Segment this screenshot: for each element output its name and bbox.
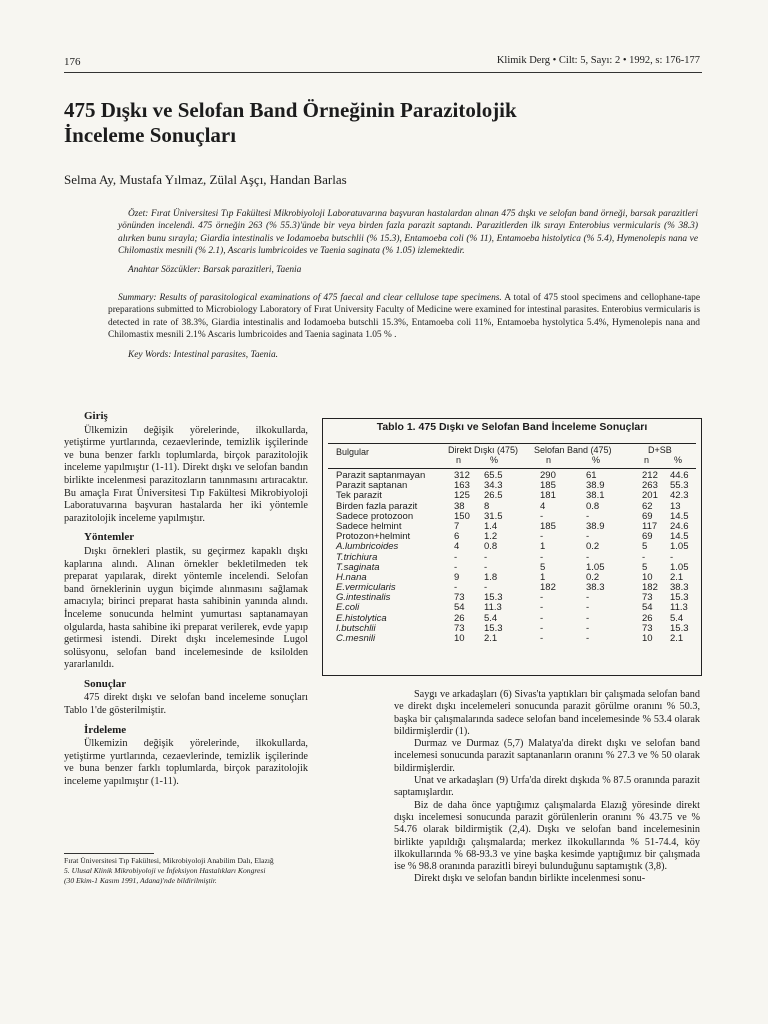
cell-n3: 263 xyxy=(642,480,658,492)
cell-n3: 69 xyxy=(642,510,653,522)
summary-text: A total of 475 stool specimens and cellophane-tape preparations submitted to Microbiology Laboratory of Fırat University Faculty of Medicine were examined for intestinal parasites. Enterobius vermicularis is detected in rate of 38.3%, Giardia intestinalis and Iodamoeba butschli 15.3%, Entamoeba coli 11%, Entamoeba hystolytica 5.4%, Hymenolepis nana and Chilomastix mesnili 2.1% Ascaris lumbricoides and Taenia saginata 1.05 % . xyxy=(108,293,700,340)
cell-p1: 1.4 xyxy=(484,520,498,532)
cell-p3: 15.3 xyxy=(670,622,689,634)
cell-p3: 1.05 xyxy=(670,541,689,553)
cell-n3: 10 xyxy=(642,571,653,583)
cell-n1: 9 xyxy=(454,571,460,583)
cell-p1: 8 xyxy=(484,500,490,512)
cell-p2: 38.1 xyxy=(586,490,605,502)
keywords-turkish: Anahtar Sözcükler: Barsak parazitleri, Taenia xyxy=(128,265,302,275)
cell-p1: 1.2 xyxy=(484,531,498,543)
paragraph: Direkt dışkı ve selofan bandın birlikte incelenmesi sonu- xyxy=(414,873,646,885)
cell-n1: 125 xyxy=(454,490,470,502)
footnote xyxy=(64,856,324,886)
section-heading-irdeleme: İrdeleme xyxy=(84,723,127,736)
table-row xyxy=(328,614,696,624)
cell-n3: 62 xyxy=(642,500,653,512)
title-line-1: 475 Dışkı ve Selofan Band Örneğinin Parazitolojik xyxy=(64,98,517,122)
paragraph: Unat ve arkadaşları (9) Urfa'da direkt dışkıda % 87.5 oranında parazit saptamışlardır. xyxy=(394,775,700,799)
cell-p2: 61 xyxy=(586,470,597,481)
cell-p3: 2.1 xyxy=(670,571,684,583)
cell-n2: - xyxy=(540,602,544,614)
table-row xyxy=(328,624,696,634)
cell-p2: - xyxy=(586,622,590,634)
cell-p1: 0.8 xyxy=(484,541,498,553)
cell-p1: 34.3 xyxy=(484,480,503,492)
paragraph: Saygı ve arkadaşları (6) Sivas'ta yaptıkları bir çalışmada selofan band ve direkt dışkı incelemeleri sonucunda parazit görülme oranını % 50.3, başka bir çalışmalarında sadece selofan band incelemesinde % 53.4 olarak bildirmişlerdir (1). xyxy=(394,689,700,737)
table-row xyxy=(328,481,696,491)
row-label: Parazit saptanan xyxy=(336,480,408,492)
cell-p2: - xyxy=(586,633,590,644)
header-n-dsb: n xyxy=(644,455,650,465)
table-row xyxy=(328,634,696,644)
cell-p2: - xyxy=(586,510,590,522)
row-label: H.nana xyxy=(336,571,367,583)
cell-n3: 117 xyxy=(642,520,658,532)
left-column xyxy=(64,410,308,795)
row-label: Sadece protozoon xyxy=(336,510,414,522)
summary-label: Summary: Results of parasitological examinations of 475 faecal and clear cellulose tape specimens. xyxy=(118,293,502,303)
cell-n1: 73 xyxy=(454,622,465,634)
cell-n1: 38 xyxy=(454,500,465,512)
paragraph: Durmaz ve Durmaz (5,7) Malatya'da direkt dışkı ve selofan band incelemesi sonucunda parazit saptananların oranını % 27.3 ve % 50 olarak bildirmişlerdir. xyxy=(394,738,700,774)
cell-p3: 11.3 xyxy=(670,602,688,614)
cell-p2: - xyxy=(586,612,590,624)
page-number: 176 xyxy=(64,56,81,68)
cell-p3: 13 xyxy=(670,500,681,512)
table-row xyxy=(328,542,696,552)
title-line-2: İnceleme Sonuçları xyxy=(64,123,237,147)
cell-p3: 1.05 xyxy=(670,561,689,573)
cell-n3: 73 xyxy=(642,622,653,634)
row-label: Tek parazit xyxy=(336,490,382,502)
section-heading-sonuclar: Sonuçlar xyxy=(84,677,127,690)
cell-p3: 38.3 xyxy=(670,582,689,594)
cell-p3: 15.3 xyxy=(670,592,689,604)
cell-n2: 4 xyxy=(540,500,546,512)
keywords-english: Key Words: Intestinal parasites, Taenia. xyxy=(128,350,279,360)
cell-p2: 38.9 xyxy=(586,480,605,492)
cell-n2: - xyxy=(540,622,544,634)
row-label: Protozon+helmint xyxy=(336,531,411,543)
cell-p1: 15.3 xyxy=(484,622,503,634)
cell-n3: 54 xyxy=(642,602,653,614)
cell-p1: - xyxy=(484,582,488,594)
row-label: C.mesnili xyxy=(336,633,376,644)
row-label: G.intestinalis xyxy=(336,592,391,604)
table-row xyxy=(328,593,696,603)
cell-p2: 0.2 xyxy=(586,571,600,583)
abstract-turkish xyxy=(118,208,698,257)
cell-p1: 15.3 xyxy=(484,592,503,604)
cell-p2: 38.3 xyxy=(586,582,605,594)
cell-p2: 38.9 xyxy=(586,520,605,532)
row-label: T.saginata xyxy=(336,561,380,573)
cell-n1: 10 xyxy=(454,633,465,644)
row-label: E.histolytica xyxy=(336,612,387,624)
cell-n2: 185 xyxy=(540,520,556,532)
header-pct-dsb: % xyxy=(674,455,683,465)
footnote-rule xyxy=(64,853,154,854)
header-bulgular: Bulgular xyxy=(336,447,370,457)
cell-p2: - xyxy=(586,592,590,604)
cell-n3: 10 xyxy=(642,633,653,644)
header-n-selofan: n xyxy=(546,455,552,465)
cell-p3: 14.5 xyxy=(670,531,689,543)
cell-p1: - xyxy=(484,551,488,563)
abstract-text: Özet: Fırat Üniversitesi Tıp Fakültesi Mikrobiyoloji Laboratuvarına başvuran hastalardan alınan 475 dışkı ve selofan band örneği, barsak parazitleri yönünden incelendi. 475 örneğin 263 (% 55.3)'ünde bir veya birden fazla parazit saptandı. Parazitlerden ilk sırayı Enterobius vermicularis (% 38.3) alırken bunu sırayla; Giardia intestinalis ve Iodamoeba butschlii (% 15.3), Entamoeba coli (% 11), Entamoeba histolytica (% 5.4), Hymenolepis nana ve Chilomastix mesnili (% 2.1), Ascaris lumbricoides ve Taenia saginata (% 1.05) izlemektedir. xyxy=(118,209,698,256)
footnote-affiliation: Fırat Üniversitesi Tıp Fakültesi, Mikrobiyoloji Anabilim Dalı, Elazığ xyxy=(64,856,274,865)
section-text-irdeleme: Ülkemizin değişik yörelerinde, ilkokullarda, yetiştirme yurtlarında, cezaevlerinde, temizlik işçilerinde ve buna benzer farklı toplumlarda, birçok parazitolojik inceleme yapılmıştır (1-11). xyxy=(64,738,308,788)
cell-n3: - xyxy=(642,551,646,563)
cell-p2: 0.2 xyxy=(586,541,600,553)
cell-n2: - xyxy=(540,551,544,563)
cell-p2: - xyxy=(586,551,590,563)
table-row xyxy=(328,553,696,563)
cell-p3: 14.5 xyxy=(670,510,689,522)
row-label: I.butschlii xyxy=(336,622,376,634)
cell-p1: 65.5 xyxy=(484,470,503,481)
cell-p2: - xyxy=(586,602,590,614)
row-label: Sadece helmint xyxy=(336,520,402,532)
cell-p1: 11.3 xyxy=(484,602,502,614)
cell-n2: - xyxy=(540,592,544,604)
header-n-direkt: n xyxy=(456,455,462,465)
cell-p3: 55.3 xyxy=(670,480,689,492)
journal-citation: Klimik Derg • Cilt: 5, Sayı: 2 • 1992, s: 176-177 xyxy=(496,55,700,66)
cell-p2: - xyxy=(586,531,590,543)
cell-n1: 163 xyxy=(454,480,470,492)
cell-n3: 69 xyxy=(642,531,653,543)
footnote-date: (30 Ekim-1 Kasım 1991, Adana)'nde bildirilmiştir. xyxy=(64,876,217,885)
row-label: E.vermicularis xyxy=(336,582,396,594)
cell-n2: - xyxy=(540,510,544,522)
section-text-yontemler: Dışkı örnekleri plastik, su geçirmez kapaklı dışkı kaplarına alındı. Alınan örnekler bekletilmeden tek preparat yapılarak, direkt yöntemle incelendi. Selofan band örneklerinin uygun biçimde alınmasını sağlamak amacıyla; birinci preparat hasta sahibinin yanında alındı. İnceleme sonucunda helmint yumurtası saptanamayan olgularda, hasta sahibine iki preparat verilerek, evde yapıp getirmesi istendi. Direkt dışkı incelemesinde Lugol solüsyonu, selofan band incelemesinde de ksilolden yararlanıldı. xyxy=(64,545,308,671)
header-rule xyxy=(64,72,702,73)
summary-english xyxy=(108,292,700,341)
row-label: Birden fazla parazit xyxy=(336,500,418,512)
header-pct-direkt: % xyxy=(490,455,499,465)
cell-n3: 5 xyxy=(642,541,648,553)
cell-p3: - xyxy=(670,551,674,563)
cell-n3: 5 xyxy=(642,561,648,573)
cell-n1: 6 xyxy=(454,531,460,543)
cell-n1: 4 xyxy=(454,541,460,553)
cell-n2: - xyxy=(540,612,544,624)
cell-p1: 26.5 xyxy=(484,490,503,502)
cell-n1: 54 xyxy=(454,602,465,614)
cell-n2: - xyxy=(540,633,544,644)
cell-n1: - xyxy=(454,551,458,563)
cell-n2: 182 xyxy=(540,582,556,594)
table-title: Tablo 1. 475 Dışkı ve Selofan Band İnceleme Sonuçları xyxy=(376,421,648,433)
header-direkt: Direkt Dışkı (475) xyxy=(448,445,519,455)
cell-n1: - xyxy=(454,561,458,573)
cell-p3: 24.6 xyxy=(670,520,689,532)
cell-p1: 31.5 xyxy=(484,510,503,522)
cell-p2: 1.05 xyxy=(586,561,605,573)
cell-n2: 5 xyxy=(540,561,546,573)
cell-n1: 312 xyxy=(454,470,470,481)
section-heading-yontemler: Yöntemler xyxy=(84,531,135,544)
cell-n1: 73 xyxy=(454,592,465,604)
cell-n1: 26 xyxy=(454,612,465,624)
cell-n2: 290 xyxy=(540,470,556,481)
cell-n2: 181 xyxy=(540,490,556,502)
cell-n3: 201 xyxy=(642,490,658,502)
section-heading-giris: Giriş xyxy=(84,410,108,422)
header-selofan: Selofan Band (475) xyxy=(534,445,612,455)
table-body xyxy=(328,471,696,644)
cell-n3: 26 xyxy=(642,612,653,624)
row-label: T.trichiura xyxy=(336,551,378,563)
right-column xyxy=(394,689,700,886)
cell-p3: 2.1 xyxy=(670,633,684,644)
header-dsb: D+SB xyxy=(648,445,672,455)
footnote-congress: 5. Ulusal Klinik Mikrobiyoloji ve İnfeksiyon Hastalıkları Kongresi xyxy=(64,866,266,875)
section-text-giris: Ülkemizin değişik yörelerinde, ilkokullarda, yetiştirme yurtlarında, cezaevlerinde, temizlik işçilerinde ve buna benzer farklı toplumlarda, birçok parazitolojik inceleme yapılmıştır (1-11). Direkt dışkı ve selofan bandın birlikte incelenmesi parazitozların tanınmasını artıracaktır. Bu amaçla Fırat Üniversitesi Tıp Fakültesi Mikrobiyoloji Laboratuvarına başvuran hastalarda her iki yöntemle parazitolojik inceleme yapılmıştır. xyxy=(64,424,308,524)
cell-p1: 5.4 xyxy=(484,612,498,624)
cell-n3: 182 xyxy=(642,582,658,594)
cell-n1: 150 xyxy=(454,510,470,522)
row-label: Parazit saptanmayan xyxy=(336,470,426,481)
cell-n2: 1 xyxy=(540,571,546,583)
cell-p1: 1.8 xyxy=(484,571,498,583)
results-table xyxy=(322,418,702,676)
row-label: E.coli xyxy=(336,602,360,614)
cell-n3: 212 xyxy=(642,470,658,481)
cell-p1: 2.1 xyxy=(484,633,498,644)
table-row xyxy=(328,563,696,573)
cell-p3: 42.3 xyxy=(670,490,689,502)
cell-p1: - xyxy=(484,561,488,573)
cell-n2: 185 xyxy=(540,480,556,492)
table-header xyxy=(328,443,696,469)
cell-n1: 7 xyxy=(454,520,460,532)
row-label: A.lumbricoides xyxy=(336,541,399,553)
cell-n2: - xyxy=(540,531,544,543)
cell-p3: 5.4 xyxy=(670,612,684,624)
header-pct-selofan: % xyxy=(592,455,601,465)
cell-p3: 44.6 xyxy=(670,470,689,481)
cell-n1: - xyxy=(454,582,458,594)
cell-n2: 1 xyxy=(540,541,546,553)
article-title xyxy=(64,98,704,148)
cell-p2: 0.8 xyxy=(586,500,600,512)
paragraph: Biz de daha önce yaptığımız çalışmalarda Elazığ yöresinde direkt dışkı incelemesi sonucunda parazit görülenlerin oranını % 43.75 ve % 54.76 olarak bildirmiştik (2,4). Dışkı ve selofan band incelemesinin birlikte yapıldığı çalışmalarda; merkez ilkokullarında % 51-74.4, köy ilkokullarında % 68-93.3 ve yine başka kesimde yaptığımız bir çalışmada ise % 98.8 oranında parazitli bireyi bulunduğunu saptamıştık (3,8). xyxy=(394,799,700,873)
authors: Selma Ay, Mustafa Yılmaz, Zülal Aşçı, Handan Barlas xyxy=(64,172,347,187)
section-text-sonuclar: 475 direkt dışkı ve selofan band inceleme sonuçları Tablo 1'de gösterilmiştir. xyxy=(64,692,308,717)
cell-n3: 73 xyxy=(642,592,653,604)
